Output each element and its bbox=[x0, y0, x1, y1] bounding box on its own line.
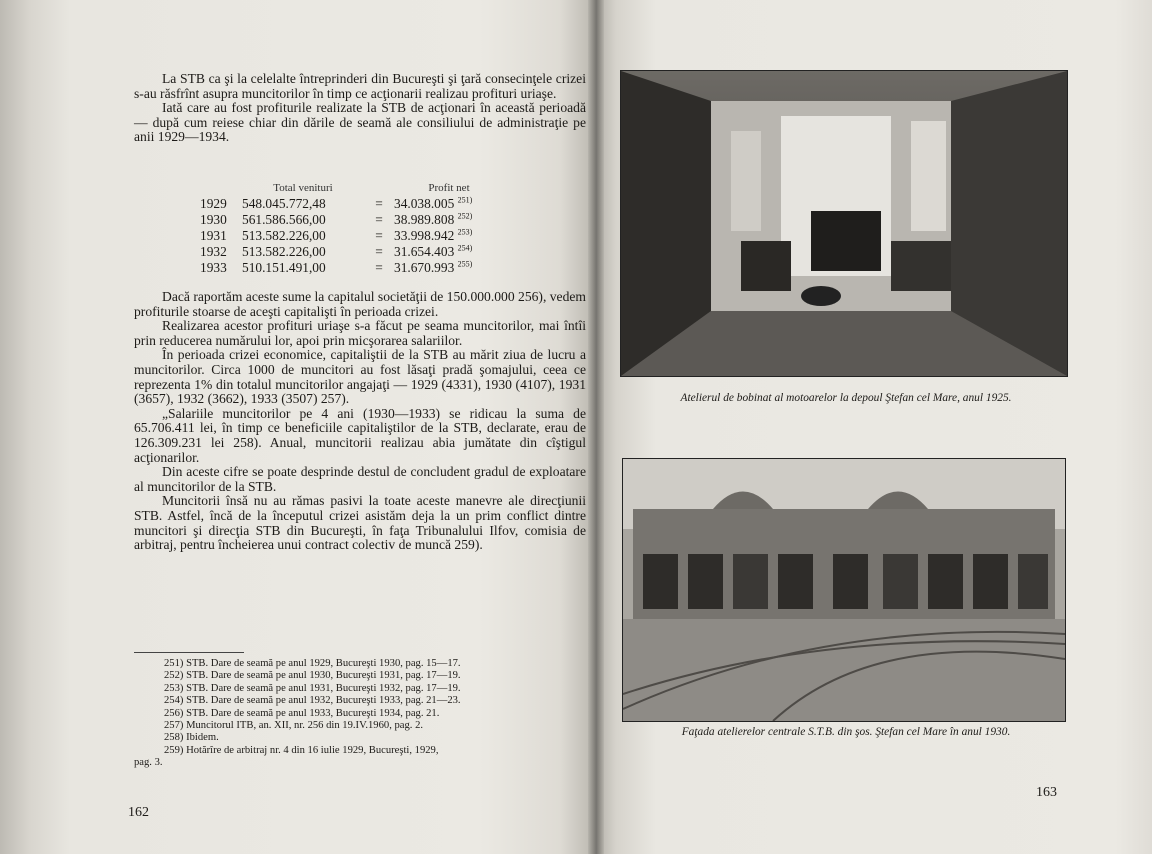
page-number: 163 bbox=[1036, 785, 1057, 800]
table-row bbox=[200, 196, 504, 212]
body-text bbox=[134, 290, 586, 553]
footnote: 252) STB. Dare de seamă pe anul 1930, Bucureşti 1931, pag. 17—19. bbox=[164, 670, 461, 682]
footnote: 253) STB. Dare de seamă pe anul 1931, Bucureşti 1932, pag. 17—19. bbox=[164, 682, 461, 694]
workshop-photo bbox=[620, 70, 1068, 377]
footnote: 258) Ibidem. bbox=[164, 732, 219, 744]
depot-facade-photo bbox=[622, 458, 1066, 722]
header-profit: Profit net bbox=[428, 182, 470, 194]
eq-cell: = bbox=[375, 212, 383, 227]
photo-caption: Atelierul de bobinat al motoarelor la depoul Ştefan cel Mare, anul 1925. bbox=[680, 392, 1012, 404]
total-cell: 548.045.772,48 bbox=[242, 196, 326, 211]
year-cell: 1931 bbox=[200, 228, 227, 243]
table-row bbox=[200, 260, 504, 276]
footnote: 254) STB. Dare de seamă pe anul 1932, Bucureşti 1933, pag. 21—23. bbox=[164, 695, 461, 707]
facade-illustration bbox=[623, 459, 1065, 721]
photo-caption: Faţada atelierelor centrale S.T.B. din şos. Ştefan cel Mare în anul 1930. bbox=[681, 726, 1011, 738]
workshop-illustration bbox=[621, 71, 1067, 376]
paragraph: Din aceste cifre se poate desprinde destul de concludent gradul de exploatare al muncitorilor de la STB. bbox=[134, 464, 586, 494]
paragraph: Dacă raportăm aceste sume la capitalul societăţii de 150.000.000 256), vedem profiturile stoarse de aceşti capitalişti în perioada crizei. bbox=[134, 289, 586, 319]
paragraph: „Salariile muncitorilor pe 4 ani (1930—1933) se ridicau la suma de 65.706.411 lei, în timp ce beneficiile capitaliştilor de la STB, declarate, erau de 126.309.231 lei 258). Anual, muncitorii realizau abia jumătate din cîştigul acţionarilor. bbox=[134, 405, 586, 465]
year-cell: 1932 bbox=[200, 244, 227, 259]
header-total: Total venituri bbox=[273, 182, 333, 194]
paragraph: Realizarea acestor profituri uriaşe s-a făcut pe seama muncitorilor, mai întîi prin reducerea numărului lor, apoi prin micşorarea salariilor. bbox=[134, 318, 586, 348]
footnote-divider bbox=[134, 652, 244, 653]
paragraph: În perioada crizei economice, capitaliştii de la STB au mărit ziua de lucru a muncitorilor. Circa 1000 de muncitori au fost lăsaţi pradă şomajului, ceea ce reprezenta 1% din totalul muncitorilor angajaţi — 1929 (4331), 1930 (4107), 1931 (3657), 1932 (3662), 1933 (3507) 257). bbox=[134, 347, 586, 407]
profit-cell: 34.038.005 $^{251)}$ bbox=[394, 195, 473, 211]
profit-cell: 31.670.993 $^{255)}$ bbox=[394, 259, 473, 275]
profit-table bbox=[200, 180, 504, 276]
right-page bbox=[596, 0, 1152, 854]
footnote: 259) Hotărîre de arbitraj nr. 4 din 16 iulie 1929, Bucureşti, 1929, bbox=[164, 744, 439, 756]
total-cell: 513.582.226,00 bbox=[242, 228, 326, 243]
profit-cell: 31.654.403 $^{254)}$ bbox=[394, 243, 473, 259]
profit-cell: 38.989.808 $^{252)}$ bbox=[394, 211, 473, 227]
footnote-continuation: pag. 3. bbox=[134, 757, 163, 769]
year-cell: 1933 bbox=[200, 260, 227, 275]
paragraph: Muncitorii însă nu au rămas pasivi la toate aceste manevre ale direcţiunii STB. Astfel, încă de la începutul crizei asistăm deja la un prim conflict dintre muncitori şi direcţia STB din Bucureşti, în faţa Tribunalului Ilfov, comisia de arbitraj, pentru încheierea unui contract colectiv de muncă 259). bbox=[134, 493, 586, 553]
table-row bbox=[200, 212, 504, 228]
total-cell: 561.586.566,00 bbox=[242, 212, 326, 227]
intro-text bbox=[134, 72, 586, 145]
page-number: 162 bbox=[128, 805, 149, 820]
eq-cell: = bbox=[375, 244, 383, 259]
eq-cell: = bbox=[375, 260, 383, 275]
paragraph: La STB ca şi la celelalte întreprinderi din Bucureşti şi ţară consecinţele crizei s-au răsfrînt asupra muncitorilor în timp ce acţionarii realizau profituri uriaşe. bbox=[134, 71, 586, 101]
eq-cell: = bbox=[375, 228, 383, 243]
total-cell: 513.582.226,00 bbox=[242, 244, 326, 259]
footnotes bbox=[134, 658, 584, 770]
footnote: 251) STB. Dare de seamă pe anul 1929, Bucureşti 1930, pag. 15—17. bbox=[164, 658, 461, 669]
total-cell: 510.151.491,00 bbox=[242, 260, 326, 275]
paragraph: Iată care au fost profiturile realizate la STB de acţionari în această perioadă — după cum reiese chiar din dările de seamă ale consiliului de administraţie pe anii 1929—1934. bbox=[134, 100, 586, 145]
profit-cell: 33.998.942 $^{253)}$ bbox=[394, 227, 473, 243]
year-cell: 1929 bbox=[200, 196, 227, 211]
footnote: 257) Muncitorul ITB, an. XII, nr. 256 din 19.IV.1960, pag. 2. bbox=[164, 720, 424, 732]
book-gutter bbox=[588, 0, 604, 854]
year-cell: 1930 bbox=[200, 212, 227, 227]
table-row bbox=[200, 228, 504, 244]
eq-cell: = bbox=[375, 196, 383, 211]
table-row bbox=[200, 244, 504, 260]
footnote: 256) STB. Dare de seamă pe anul 1933, Bucureşti 1934, pag. 21. bbox=[164, 707, 440, 719]
